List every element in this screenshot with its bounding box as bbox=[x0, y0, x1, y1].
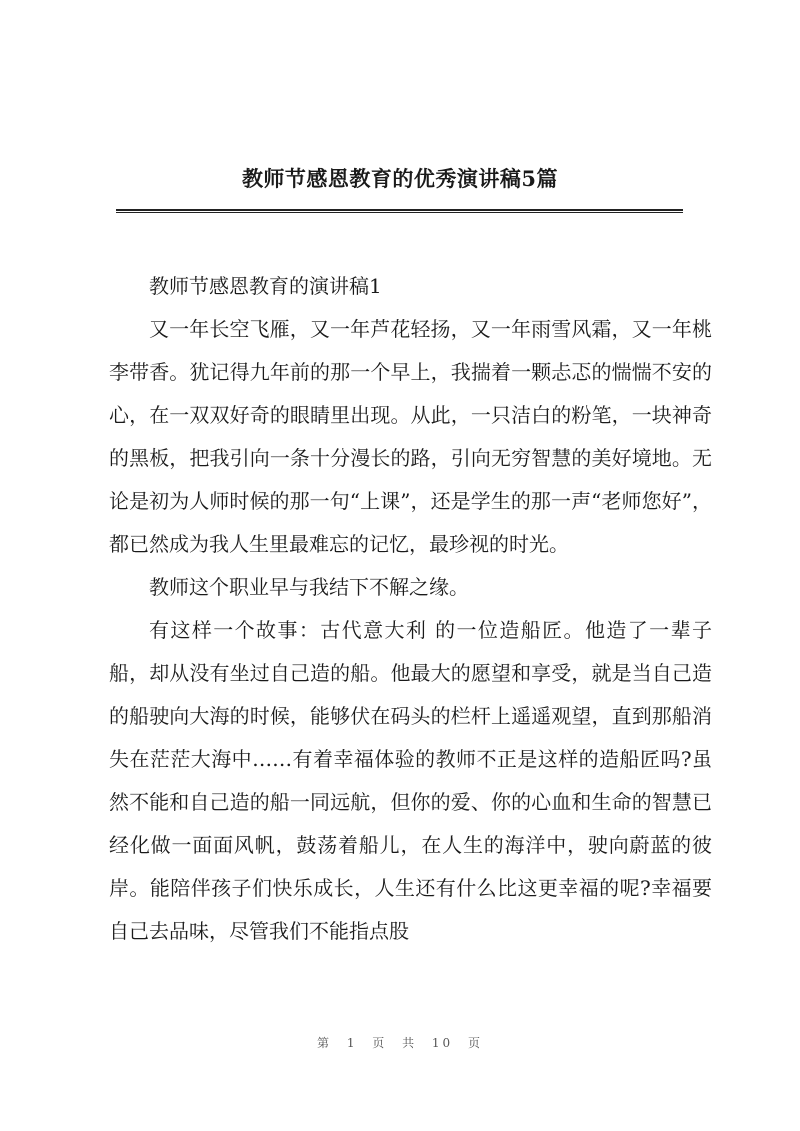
page-number-footer: 第 1 页 共 10 页 bbox=[317, 1036, 483, 1050]
paragraph: 教师这个职业早与我结下不解之缘。 bbox=[149, 575, 469, 599]
title-divider bbox=[116, 209, 683, 213]
document-title: 教师节感恩教育的优秀演讲稿5篇 bbox=[241, 166, 559, 191]
section-heading: 教师节感恩教育的演讲稿1 bbox=[149, 274, 382, 298]
document-body bbox=[109, 265, 712, 953]
paragraph: 又一年长空飞雁，又一年芦花轻扬，又一年雨雪风霜，又一年桃李带香。犹记得九年前的那一个早上，我揣着一颗忐忑的惴惴不安的心，在一双双好奇的眼睛里出现。从此，一只洁白的粉笔，一块神奇的黑板，把我引向一条十分漫长的路，引向无穷智慧的美好境地。无论是初为人师时候的那一句“上课”，还是学生的那一声“老师您好”，都已然成为我人生里最难忘的记忆，最珍视的时光。 bbox=[109, 317, 712, 556]
paragraph: 有这样一个故事：古代意大利 的一位造船匠。他造了一辈子船，却从没有坐过自己造的船。他最大的愿望和享受，就是当自己造的船驶向大海的时候，能够伏在码头的栏杆上遥遥观望，直到那船消失在茫茫大海中……有着幸福体验的教师不正是这样的造船匠吗?虽然不能和自己造的船一同远航，但你的爱、你的心血和生命的智慧已经化做一面面风帆，鼓荡着船儿，在人生的海洋中，驶向蔚蓝的彼岸。能陪伴孩子们快乐成长，人生还有什么比这更幸福的呢?幸福要自己去品味，尽管我们不能指点股 bbox=[109, 618, 712, 943]
